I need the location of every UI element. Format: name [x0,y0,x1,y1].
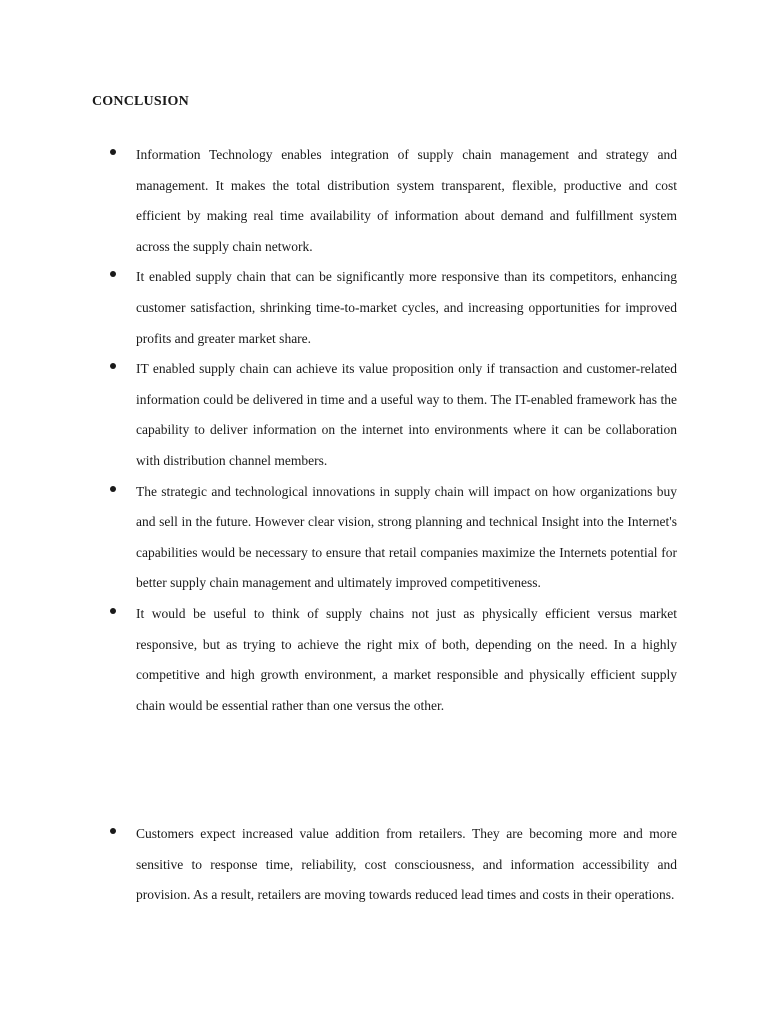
list-item [0,477,768,599]
list-item-text: Customers expect increased value addition from retailers. They are becoming more and more sensitive to response time, reliability, cost consciousness, and information accessibility and provision. As a result, retailers are moving towards reduced lead times and costs in their operations. [136,826,677,903]
bullet-icon [110,608,116,614]
bullet-icon [110,149,116,155]
list-item [0,599,768,721]
list-item-text: Information Technology enables integration of supply chain management and strategy and management. It makes the total distribution system transparent, flexible, productive and cost efficient by making real time availability of information about demand and fulfillment system across the supply chain network. [136,147,677,254]
bullet-list [0,140,768,721]
list-item [0,819,768,911]
list-item [0,140,768,262]
list-item-text: IT enabled supply chain can achieve its value proposition only if transaction and customer-related information could be delivered in time and a useful way to them. The IT-enabled framework has the capability to deliver information on the internet into environments where it can be collaboration with distribution channel members. [136,361,677,468]
bullet-icon [110,363,116,369]
section-heading: CONCLUSION [92,94,189,109]
bullet-icon [110,486,116,492]
list-item [0,354,768,476]
list-item [0,262,768,354]
list-item-text: The strategic and technological innovations in supply chain will impact on how organizations buy and sell in the future. However clear vision, strong planning and technical Insight into the Internet's capabilities would be necessary to ensure that retail companies maximize the Internets potential for better supply chain management and ultimately improved competitiveness. [136,483,677,591]
bullet-list [0,819,768,911]
list-item-text: It enabled supply chain that can be significantly more responsive than its competitors, enhancing customer satisfaction, shrinking time-to-market cycles, and increasing opportunities for improved profits and greater market share. [136,269,677,346]
list-item-text: It would be useful to think of supply chains not just as physically efficient versus market responsive, but as trying to achieve the right mix of both, depending on the need. In a highly competitive and high growth environment, a market responsible and physically efficient supply chain would be essential rather than one versus the other. [136,605,677,713]
bullet-icon [110,828,116,834]
bullet-icon [110,271,116,277]
